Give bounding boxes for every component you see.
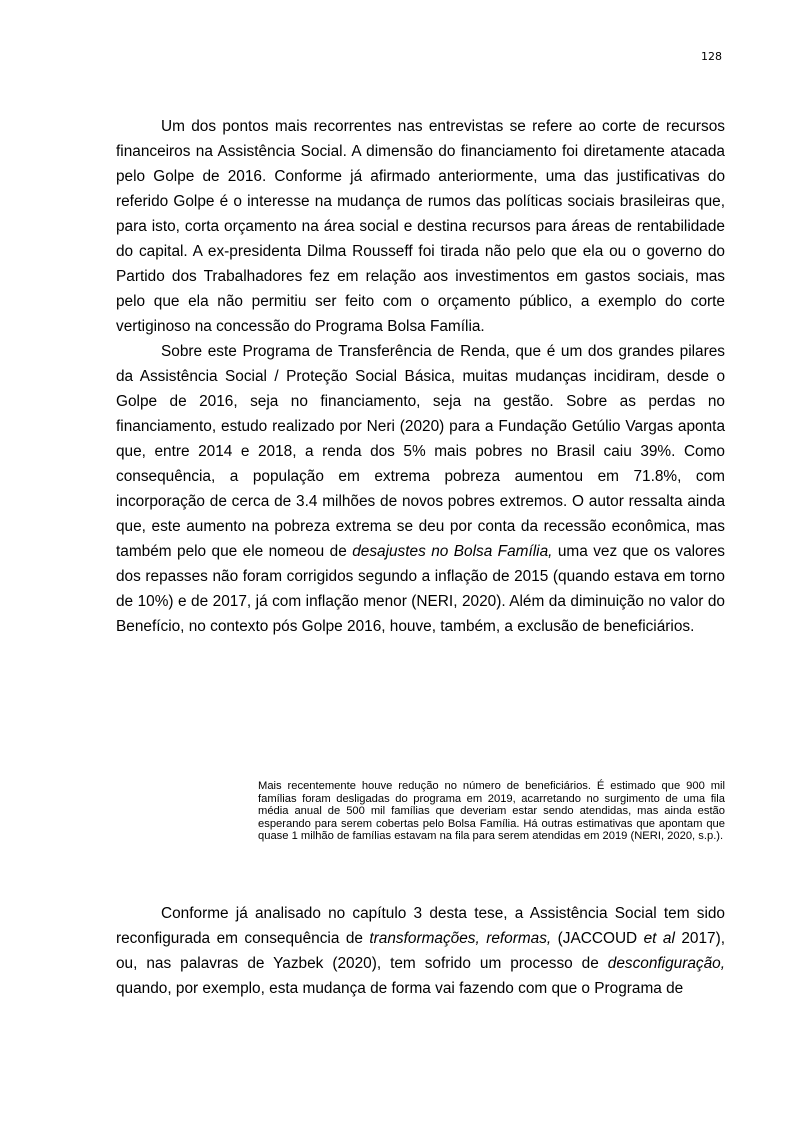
emphasis-text: desconfiguração, <box>607 955 725 972</box>
paragraph-text: Um dos pontos mais recorrentes nas entrevistas se refere ao corte de recursos financeiros na Assistência Social. A dimensão do financiamento foi diretamente atacada pelo Golpe de 2016. Conforme já afirmado anteriormente, uma das justificativas do referido Golpe é o interesse na mudança de rumos das políticas sociais brasileiras que, para isto, corta orçamento na área social e destina recursos para áreas de rentabilidade do capital. A ex-presidenta Dilma Rousseff foi tirada não pelo que ela ou o governo do Partido dos Trabalhadores fez em relação aos investimentos em gastos sociais, mas pelo que ela não permitiu ser feito com o orçamento público, a exemplo do corte vertiginoso na concessão do Programa Bolsa Família. <box>116 118 725 335</box>
paragraph-reconfiguration <box>116 901 725 1001</box>
emphasis-text: desajustes no Bolsa Família, <box>352 543 553 560</box>
emphasis-text: et al <box>643 930 675 947</box>
body-text-lower <box>116 901 725 1001</box>
paragraph-text: (JACCOUD <box>551 930 644 947</box>
paragraph-text: uma vez que os valores dos repasses não foram corrigidos segundo a inflação de 2015 (quando estava em torno de 10%) e de 2017, já com inflação menor (NERI, 2020). Além da diminuição no valor do Benefício, no contexto pós Golpe 2016, houve, também, a exclusão de beneficiários. <box>116 543 725 635</box>
body-text-upper <box>116 114 725 639</box>
paragraph-bolsa-familia <box>116 339 725 639</box>
page-number: 128 <box>701 50 722 63</box>
paragraph-budget-cuts <box>116 114 725 339</box>
block-quote: Mais recentemente houve redução no número de beneficiários. É estimado que 900 mil famílias foram desligadas do programa em 2019, acarretando no surgimento de uma fila média anual de 500 mil famílias que deveriam estar sendo atendidas, mas ainda estão esperando para serem cobertas pelo Bolsa Família. Há outras estimativas que apontam que quase 1 milhão de famílias estavam na fila para serem atendidas em 2019 (NERI, 2020, s.p.). <box>258 780 725 843</box>
paragraph-text: 2017), ou, nas palavras de Yazbek (2020), tem sofrido um processo de <box>116 930 725 972</box>
paragraph-text: quando, por exemplo, esta mudança de forma vai fazendo com que o Programa de <box>116 980 684 997</box>
paragraph-text: Conforme já analisado no capítulo 3 desta tese, a Assistência Social tem sido reconfigurada em consequência de <box>116 905 725 947</box>
paragraph-text: Sobre este Programa de Transferência de Renda, que é um dos grandes pilares da Assistência Social / Proteção Social Básica, muitas mudanças incidiram, desde o Golpe de 2016, seja no financiamento, seja na gestão. Sobre as perdas no financiamento, estudo realizado por Neri (2020) para a Fundação Getúlio Vargas aponta que, entre 2014 e 2018, a renda dos 5% mais pobres no Brasil caiu 39%. Como consequência, a população em extrema pobreza aumentou em 71.8%, com incorporação de cerca de 3.4 milhões de novos pobres extremos. O autor ressalta ainda que, este aumento na pobreza extrema se deu por conta da recessão econômica, mas também pelo que ele nomeou de <box>116 343 725 560</box>
emphasis-text: transformações, reformas, <box>369 930 552 947</box>
